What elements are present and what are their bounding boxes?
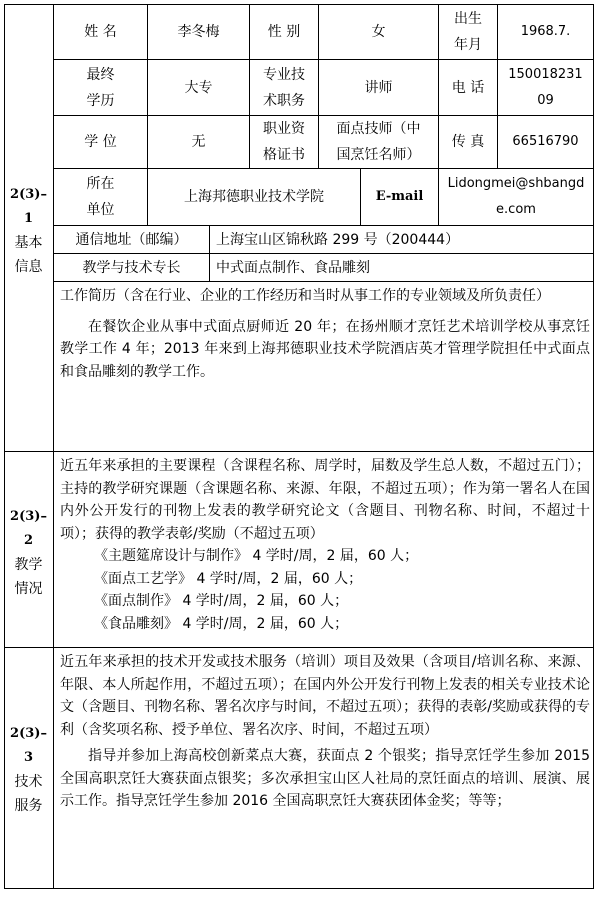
service-section	[60, 651, 590, 813]
section-code-teaching-2: 2	[23, 533, 34, 548]
teaching-section	[60, 455, 590, 635]
birth-label: 出生 年月	[454, 11, 482, 53]
specialty-label: 教学与技术专长	[82, 259, 181, 276]
professional-title-label: 专业技 术职务	[263, 66, 305, 109]
section-label-service	[4, 722, 53, 818]
address-value: 上海宝山区锦秋路 299 号（200444）	[216, 231, 460, 248]
course-item: 《面点工艺学》 4 学时/周，2 届，60 人；	[94, 570, 363, 587]
specialty-value: 中式面点制作、食品雕刻	[216, 259, 370, 276]
section-label-basic: 2(3)– 1 基本 信息	[4, 183, 53, 279]
section-title-basic-1: 基本	[14, 235, 43, 251]
certificate-value: 面点技师（中 国烹饪名师）	[336, 121, 421, 163]
degree-label: 学 位	[84, 134, 117, 150]
birth-value: 1968.7.	[520, 24, 571, 39]
name-value: 李冬梅	[177, 24, 220, 40]
row-divider-6	[53, 281, 594, 282]
section-title-teaching-1: 教学	[14, 557, 43, 573]
gender-label: 性 别	[267, 24, 301, 40]
service-body: 指导并参加上海高校创新菜点大赛，获面点 2 个银奖；指导烹饪学生参加 2015 全国高职烹饪大赛获面点银奖；多次承担宝山区人社局的烹饪面点的培训、展演、展示工作。指导烹饪学生参加 2016 全国高职烹饪大赛获团体金奖；等等；	[60, 748, 590, 809]
section-code-teaching-1: 2(3)–	[10, 509, 47, 524]
section-title-teaching-2: 情况	[14, 581, 43, 597]
section-divider-3	[4, 647, 594, 648]
education-label: 最终 学历	[86, 66, 115, 109]
course-item: 《主题筵席设计与制作》 4 学时/周，2 届，60 人；	[94, 548, 419, 564]
section-divider-2	[4, 451, 594, 452]
education-value: 大专	[184, 79, 213, 96]
professional-title-value: 讲师	[364, 79, 393, 96]
fax-label: 传 真	[451, 134, 485, 150]
degree-value: 无	[191, 134, 206, 150]
service-heading: 近五年来承担的技术开发或技术服务（培训）项目及效果（含项目/培训名称、来源、年限、本人所起作用，不超过五项）；在国内外公开发行刊物上发表的相关专业技术论文（含题目、刊物名称、署名次序与时间，不超过五项）；获得的表彰/奖励或获得的专利（含奖项名称、授予单位、署名次序、时间，不超过五项）	[60, 654, 590, 738]
unit-value: 上海邦德职业技术学院	[184, 189, 324, 205]
teaching-heading: 近五年来承担的主要课程（含课程名称、周学时，届数及学生总人数，不超过五门）；主持的教学研究课题（含课题名称、来源、年限，不超过五项）；作为第一署名人在国内外公开发行的刊物上发表的教学研究论文（含题目、刊物名称、时间，不超过十项）；获得的教学表彰/奖励（不超过五项）	[60, 458, 590, 542]
fax-value: 66516790	[512, 134, 579, 149]
name-label: 姓 名	[84, 24, 117, 40]
course-item: 《面点制作》 4 学时/周，2 届，60 人；	[94, 593, 349, 609]
gender-value: 女	[371, 24, 386, 40]
unit-label: 所在 单位	[86, 176, 115, 218]
phone-value: 150018231 09	[508, 66, 583, 108]
email-value: Lidongmei@shbangd e.com	[447, 176, 585, 217]
phone-label: 电 话	[451, 79, 485, 96]
section-code-service-2: 3	[23, 750, 34, 765]
table-border-bottom	[4, 888, 594, 889]
address-label: 通信地址（邮编）	[75, 231, 188, 248]
section-label-teaching	[4, 505, 53, 601]
resume-heading: 工作简历（含在行业、企业的工作经历和当时从事工作的专业领域及所负责任）	[60, 288, 550, 304]
resume-section	[60, 285, 590, 383]
section-title-basic-2: 信息	[14, 259, 43, 275]
section-code-service-1: 2(3)–	[10, 726, 47, 741]
course-item: 《食品雕刻》 4 学时/周，2 届，60 人；	[94, 615, 349, 632]
table-border-right	[593, 4, 594, 889]
certificate-label: 职业资 格证书	[263, 121, 305, 163]
section-title-service-1: 技术	[14, 774, 43, 790]
email-label: E-mail	[375, 189, 424, 204]
section-title-service-2: 服务	[14, 798, 43, 814]
resume-body: 在餐饮企业从事中式面点厨师近 20 年；在扬州顺才烹饪艺术培训学校从事烹饪教学工作 4 年；2013 年来到上海邦德职业技术学院酒店英才管理学院担任中式面点和食品雕刻的教学工作。	[60, 318, 590, 380]
